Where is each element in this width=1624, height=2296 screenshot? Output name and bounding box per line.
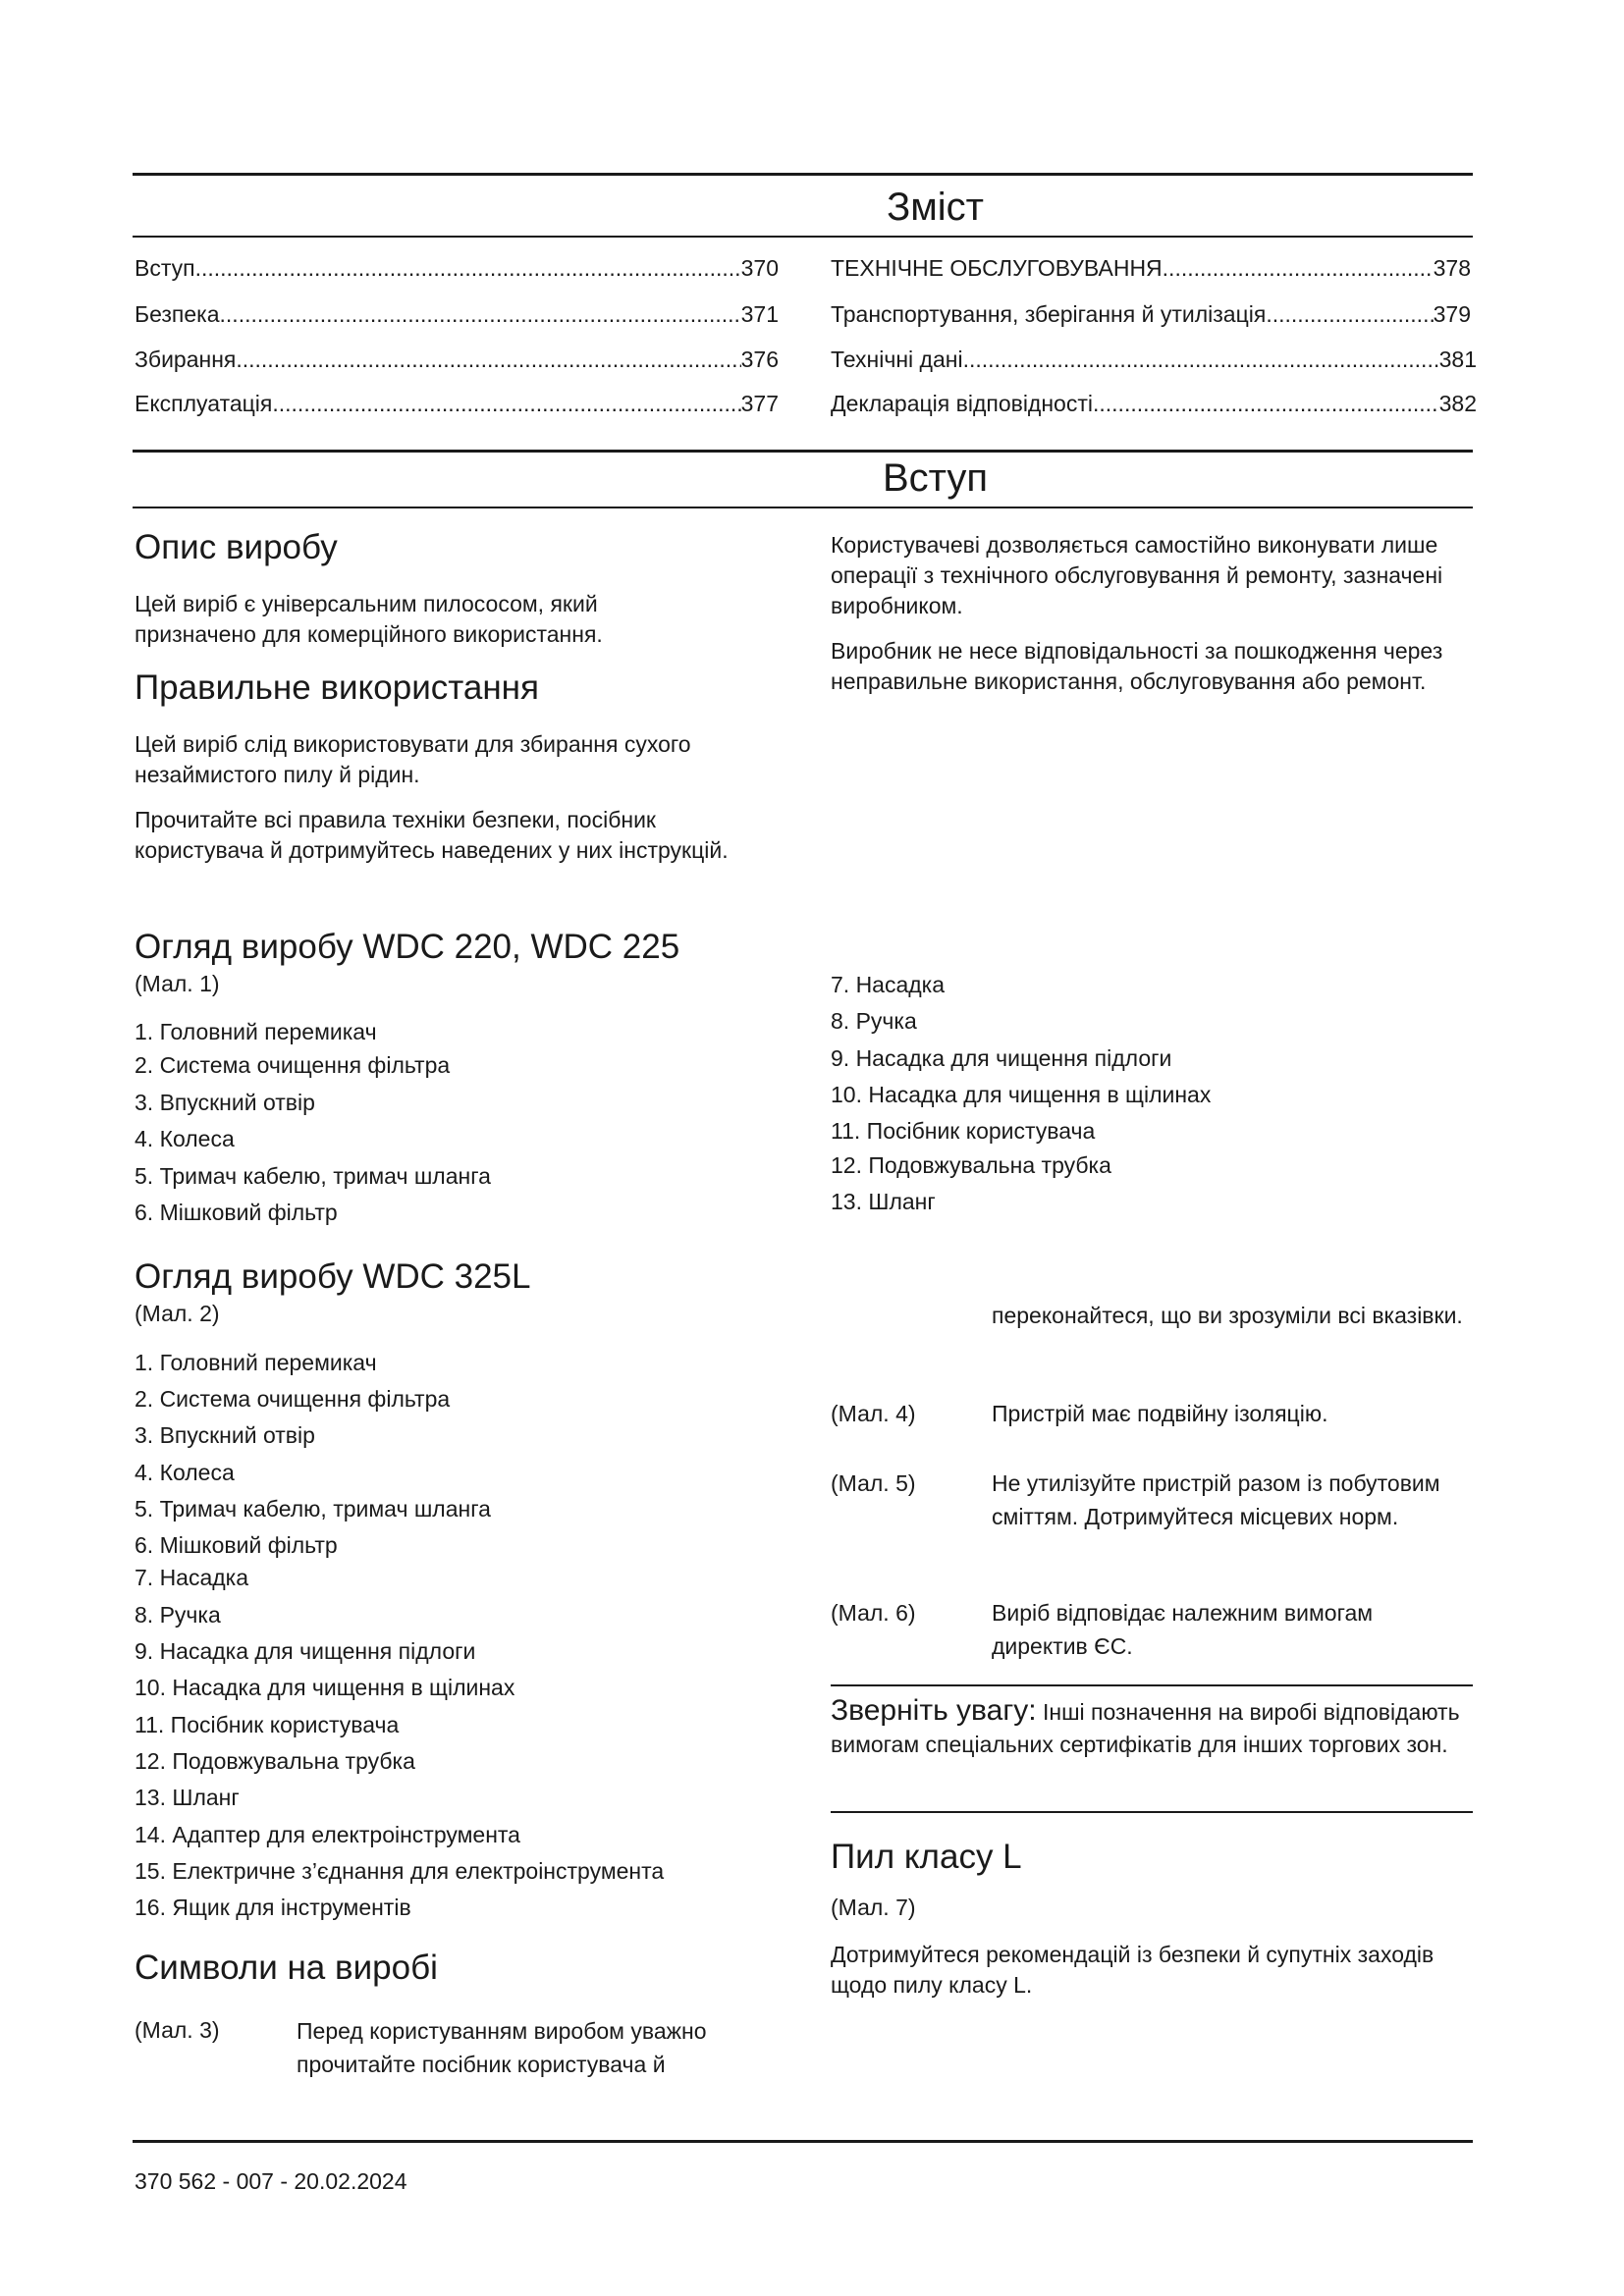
toc-entry[interactable]: Збирання ..... 376: [135, 345, 779, 374]
toc-top-rule: [133, 173, 1473, 176]
list-item: 3. Впускний отвір: [135, 1090, 315, 1115]
heading-correct-use: Правильне використання: [135, 668, 539, 707]
list-item: 15. Електричне з’єднання для електроінструмента: [135, 1858, 665, 1884]
list-item: 8. Ручка: [135, 1602, 221, 1628]
heading-product-description: Опис виробу: [135, 528, 338, 566]
toc-entry[interactable]: Декларація відповідності ..... 382: [831, 389, 1477, 418]
symbol-figure-3: (Мал. 3): [135, 2017, 220, 2043]
toc-title: Зміст: [887, 186, 984, 229]
heading-overview-wdc220: Огляд виробу WDC 220, WDC 225: [135, 928, 680, 966]
list-item: 7. Насадка: [831, 972, 946, 997]
list-item: 12. Подовжувальна трубка: [831, 1152, 1111, 1178]
note-text: Інші позначення на виробі відповідають вимогам спеціальних сертифікатів для інших торгових зон.: [831, 1699, 1460, 1757]
list-item: 16. Ящик для інструментів: [135, 1895, 411, 1920]
list-item: 2. Система очищення фільтра: [135, 1386, 451, 1412]
intro-bottom-rule: [133, 507, 1473, 508]
toc-entry[interactable]: ТЕХНІЧНЕ ОБСЛУГОВУВАННЯ ..... 378: [831, 253, 1471, 283]
note-top-rule: [831, 1684, 1473, 1686]
intro-top-rule: [133, 450, 1473, 453]
figure-reference: (Мал. 1): [135, 971, 220, 996]
symbol-figure-6: (Мал. 6): [831, 1600, 916, 1626]
list-item: 3. Впускний отвір: [135, 1422, 315, 1448]
figure-reference: (Мал. 7): [831, 1895, 916, 1920]
list-item: 6. Мішковий фільтр: [135, 1200, 338, 1225]
toc-entry[interactable]: Транспортування, зберігання й утилізація ..... 379: [831, 299, 1471, 329]
footer-rule: [133, 2140, 1473, 2143]
product-description-text: Цей виріб є універсальним пилососом, який призначено для комерційного використання.: [135, 591, 603, 647]
list-item: 10. Насадка для чищення в щілинах: [135, 1675, 515, 1700]
list-item: 5. Тримач кабелю, тримач шланга: [135, 1163, 491, 1189]
symbol-figure-5: (Мал. 5): [831, 1470, 916, 1496]
list-item: 8. Ручка: [831, 1008, 917, 1034]
figure-reference: (Мал. 2): [135, 1301, 220, 1326]
list-item: 11. Посібник користувача: [135, 1712, 400, 1737]
list-item: 2. Система очищення фільтра: [135, 1052, 451, 1078]
toc-entry[interactable]: Вступ ..... 370: [135, 253, 779, 283]
toc-entry[interactable]: Технічні дані ..... 381: [831, 345, 1477, 374]
note-box: [831, 1694, 1473, 1761]
list-item: 13. Шланг: [135, 1785, 240, 1810]
list-item: 14. Адаптер для електроінструмента: [135, 1822, 520, 1847]
symbol-5-text: Не утилізуйте пристрій разом із побутовим сміттям. Дотримуйтеся місцевих норм.: [992, 1470, 1440, 1529]
correct-use-text-2: Прочитайте всі правила техніки безпеки, посібник користувача й дотримуйтесь наведених у них інструкцій.: [135, 807, 729, 863]
list-item: 1. Головний перемикач: [135, 1350, 377, 1375]
toc-entry[interactable]: Безпека ..... 371: [135, 299, 779, 329]
liability-text: Виробник не несе відповідальності за пошкодження через неправильне використання, обслуговування або ремонт.: [831, 638, 1443, 694]
list-item: 6. Мішковий фільтр: [135, 1532, 338, 1558]
note-label: Зверніть увагу:: [831, 1694, 1037, 1727]
list-item: 7. Насадка: [135, 1565, 249, 1590]
list-item: 4. Колеса: [135, 1460, 235, 1485]
symbol-figure-4: (Мал. 4): [831, 1401, 916, 1426]
list-item: 5. Тримач кабелю, тримач шланга: [135, 1496, 491, 1522]
list-item: 9. Насадка для чищення підлоги: [831, 1045, 1172, 1071]
list-item: 9. Насадка для чищення підлоги: [135, 1638, 476, 1664]
symbol-3-text: Перед користуванням виробом уважно прочитайте посібник користувача й: [297, 2018, 707, 2077]
toc-bottom-rule: [133, 236, 1473, 238]
list-item: 1. Головний перемикач: [135, 1019, 377, 1044]
heading-symbols: Символи на виробі: [135, 1949, 438, 1987]
document-id: 370 562 - 007 - 20.02.2024: [135, 2168, 407, 2194]
note-bottom-rule: [831, 1811, 1473, 1813]
symbol-3-text-continued: переконайтеся, що ви зрозуміли всі вказівки.: [992, 1303, 1463, 1328]
toc-entry[interactable]: Експлуатація ..... 377: [135, 389, 779, 418]
dust-class-text: Дотримуйтеся рекомендацій із безпеки й супутніх заходів щодо пилу класу L.: [831, 1942, 1435, 1998]
list-item: 4. Колеса: [135, 1126, 235, 1151]
list-item: 10. Насадка для чищення в щілинах: [831, 1082, 1212, 1107]
correct-use-text-1: Цей виріб слід використовувати для збирання сухого незаймистого пилу й рідин.: [135, 731, 691, 787]
heading-overview-wdc325l: Огляд виробу WDC 325L: [135, 1257, 531, 1296]
list-item: 12. Подовжувальна трубка: [135, 1748, 415, 1774]
list-item: 13. Шланг: [831, 1189, 936, 1214]
maintenance-permission-text: Користувачеві дозволяється самостійно виконувати лише операції з технічного обслуговування й ремонту, зазначені виробником.: [831, 532, 1443, 618]
section-title-intro: Вступ: [882, 456, 989, 500]
symbol-4-text: Пристрій має подвійну ізоляцію.: [992, 1401, 1328, 1426]
list-item: 11. Посібник користувача: [831, 1118, 1096, 1144]
heading-dust-class: Пил класу L: [831, 1838, 1022, 1876]
symbol-6-text: Виріб відповідає належним вимогам директив ЄС.: [992, 1600, 1374, 1659]
